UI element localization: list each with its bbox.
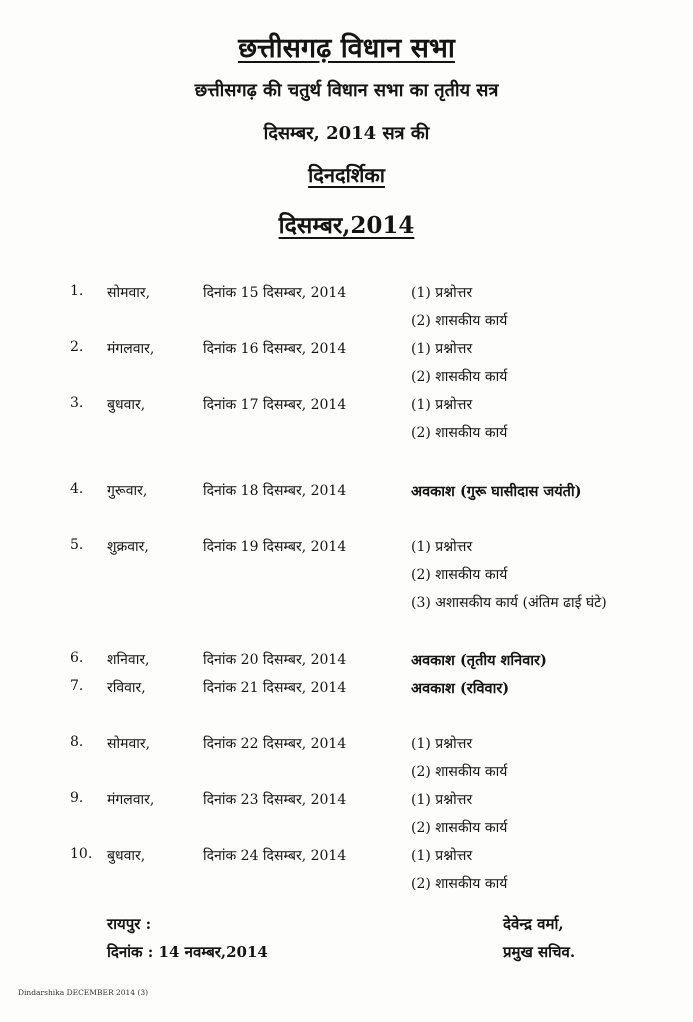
document-type: दिनदर्शिका (308, 163, 385, 187)
schedule-row-continued (0, 367, 693, 389)
row-number: 5. (70, 537, 84, 553)
row-item: (2) शासकीय कार्य (411, 764, 508, 780)
row-date: दिनांक 16 दिसम्बर, 2014 (203, 341, 347, 357)
row-number: 2. (70, 339, 84, 355)
row-day: शनिवार, (107, 652, 150, 668)
schedule-row-continued (0, 874, 693, 896)
row-number: 1. (70, 283, 84, 299)
signatory-name: देवेन्द्र वर्मा, (503, 915, 564, 933)
schedule-row (0, 283, 693, 305)
file-reference: Dindarshika DECEMBER 2014 (3) (18, 988, 149, 997)
row-date: दिनांक 23 दिसम्बर, 2014 (203, 792, 347, 808)
schedule-row (0, 846, 693, 868)
row-day: गुरूवार, (107, 483, 148, 499)
row-date: दिनांक 22 दिसम्बर, 2014 (203, 736, 347, 752)
schedule-row-continued (0, 423, 693, 445)
row-item: (2) शासकीय कार्य (411, 369, 508, 385)
session-line: दिसम्बर, 2014 सत्र की (263, 123, 430, 144)
row-item: (3) अशासकीय कार्य (अंतिम ढाई घंटे) (411, 595, 607, 611)
holiday-label: अवकाश (गुरू घासीदास जयंती) (411, 483, 582, 500)
row-item: (1) प्रश्नोत्तर (411, 341, 473, 357)
schedule-row (0, 537, 693, 559)
assembly-title: छत्तीसगढ़ विधान सभा (238, 33, 455, 64)
row-number: 9. (70, 790, 84, 806)
row-number: 4. (70, 481, 84, 497)
row-day: सोमवार, (107, 285, 151, 301)
schedule-row (0, 650, 693, 672)
issue-date: दिनांक : 14 नवम्बर,2014 (107, 943, 268, 961)
schedule-row (0, 734, 693, 756)
month-heading: दिसम्बर,2014 (278, 212, 415, 239)
row-date: दिनांक 21 दिसम्बर, 2014 (203, 680, 347, 696)
row-day: मंगलवार, (107, 341, 155, 357)
schedule-row-continued (0, 762, 693, 784)
session-subtitle: छत्तीसगढ़ की चतुर्थ विधान सभा का तृतीय सत्र (194, 80, 499, 101)
row-item: (2) शासकीय कार्य (411, 425, 508, 441)
schedule-row (0, 790, 693, 812)
row-day: सोमवार, (107, 736, 151, 752)
holiday-label: अवकाश (तृतीय शनिवार) (411, 652, 547, 669)
schedule-row (0, 339, 693, 361)
row-day: शुक्रवार, (107, 539, 149, 555)
row-item: (2) शासकीय कार्य (411, 820, 508, 836)
row-item: (1) प्रश्नोत्तर (411, 736, 473, 752)
row-item: (2) शासकीय कार्य (411, 876, 508, 892)
row-number: 3. (70, 395, 84, 411)
schedule-row (0, 678, 693, 700)
row-date: दिनांक 24 दिसम्बर, 2014 (203, 848, 347, 864)
row-item: (1) प्रश्नोत्तर (411, 397, 473, 413)
row-day: बुधवार, (107, 848, 146, 864)
row-item: (1) प्रश्नोत्तर (411, 848, 473, 864)
schedule-row-continued (0, 818, 693, 840)
schedule-row-continued (0, 593, 693, 615)
row-item: (2) शासकीय कार्य (411, 313, 508, 329)
holiday-label: अवकाश (रविवार) (411, 680, 510, 697)
schedule-row-continued (0, 565, 693, 587)
row-number: 10. (70, 846, 93, 862)
schedule-row (0, 481, 693, 503)
row-date: दिनांक 17 दिसम्बर, 2014 (203, 397, 347, 413)
row-date: दिनांक 18 दिसम्बर, 2014 (203, 483, 347, 499)
row-day: बुधवार, (107, 397, 146, 413)
row-date: दिनांक 20 दिसम्बर, 2014 (203, 652, 347, 668)
row-item: (2) शासकीय कार्य (411, 567, 508, 583)
row-date: दिनांक 19 दिसम्बर, 2014 (203, 539, 347, 555)
signatory-title: प्रमुख सचिव. (503, 943, 576, 961)
schedule-row (0, 395, 693, 417)
row-number: 6. (70, 650, 84, 666)
schedule-row-continued (0, 311, 693, 333)
row-number: 8. (70, 734, 84, 750)
row-day: मंगलवार, (107, 792, 155, 808)
row-day: रविवार, (107, 680, 146, 696)
place-label: रायपुर : (107, 915, 152, 933)
row-item: (1) प्रश्नोत्तर (411, 539, 473, 555)
row-item: (1) प्रश्नोत्तर (411, 285, 473, 301)
row-item: (1) प्रश्नोत्तर (411, 792, 473, 808)
row-number: 7. (70, 678, 84, 694)
row-date: दिनांक 15 दिसम्बर, 2014 (203, 285, 347, 301)
